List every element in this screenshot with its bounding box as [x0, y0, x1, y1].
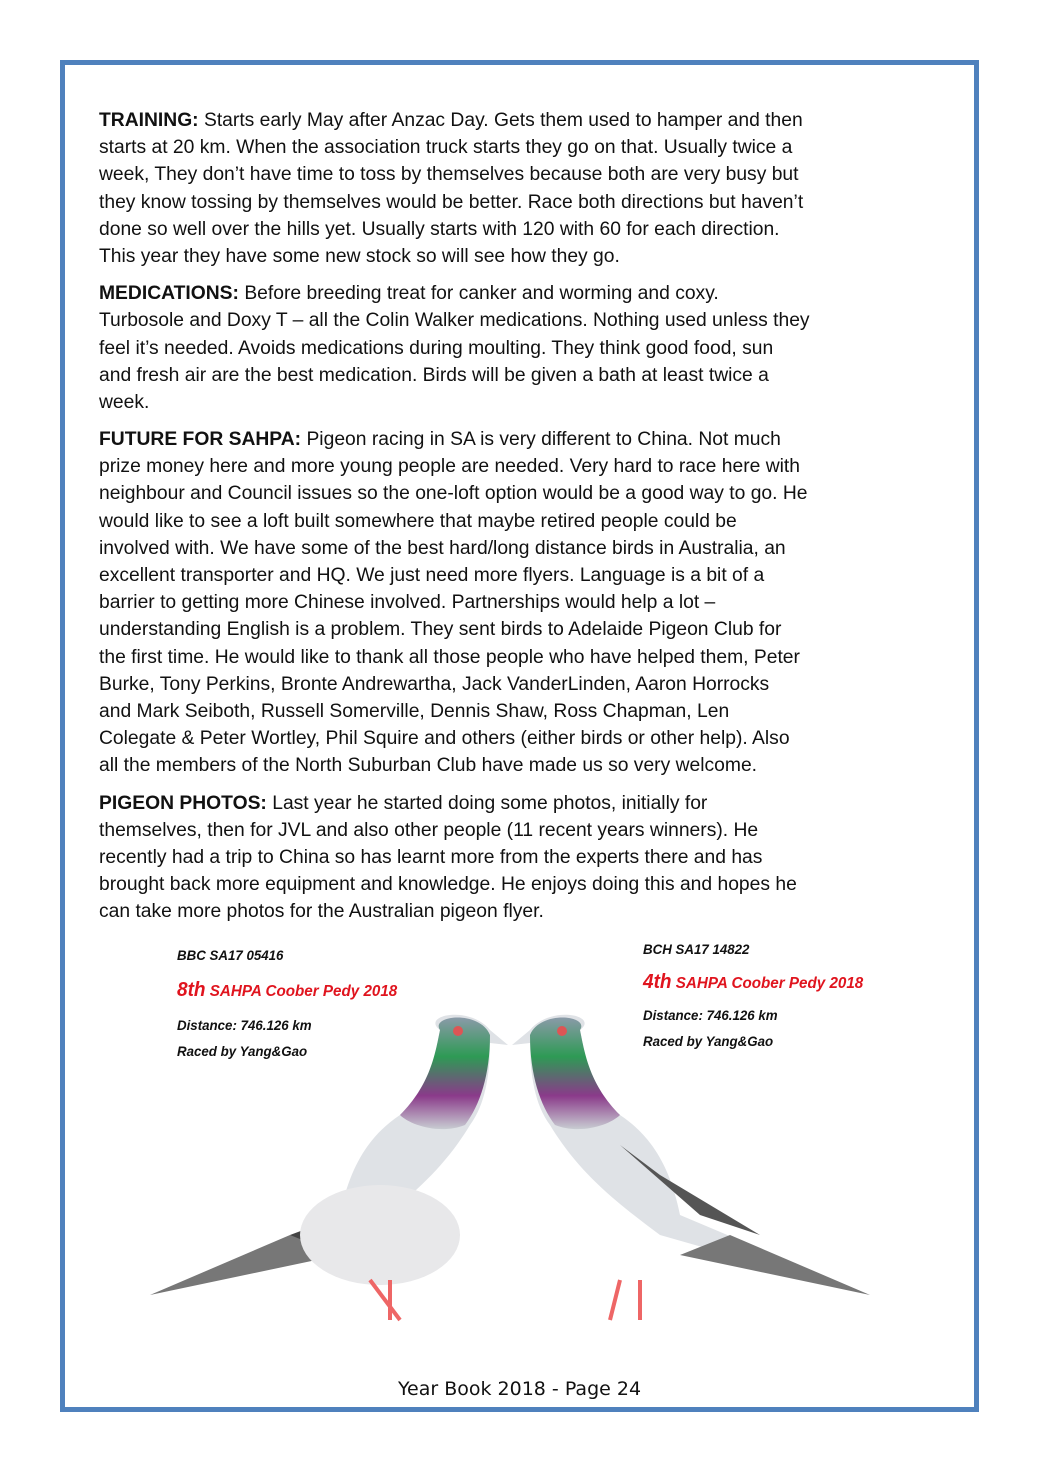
line-text: Burke, Tony Perkins, Bronte Andrewartha, Jack VanderLinden, Aaron Horrocks	[99, 673, 770, 695]
line-text: starts at 20 km. When the association truck starts they go on that. Usually twice a	[99, 137, 793, 159]
line-text: feel it’s needed. Avoids medications during moulting. They think good food, sun	[99, 337, 774, 359]
left-place: 8th	[177, 979, 206, 1001]
line-text: can take more photos for the Australian pigeon flyer.	[99, 901, 544, 923]
pigeon-photo	[140, 935, 900, 1375]
text-line	[99, 426, 959, 453]
section-label: FUTURE FOR SAHPA:	[99, 429, 302, 451]
text-line	[99, 453, 959, 480]
line-text: they know tossing by themselves would be better. Race both directions but haven’t	[99, 191, 804, 213]
left-distance: Distance: 746.126 km	[177, 1017, 312, 1033]
text-line	[99, 189, 959, 216]
section-label: MEDICATIONS:	[99, 283, 239, 305]
article-body	[99, 107, 959, 935]
left-raced-by: Raced by Yang&Gao	[177, 1043, 308, 1059]
text-line	[99, 508, 959, 535]
paragraph	[99, 107, 959, 270]
text-line	[99, 871, 959, 898]
text-line	[99, 535, 959, 562]
line-text: week.	[99, 391, 150, 413]
section-label: TRAINING:	[99, 110, 199, 131]
line-text: involved with. We have some of the best hard/long distance birds in Australia, an	[99, 537, 786, 559]
line-text: week, They don’t have time to toss by themselves because both are very busy but	[99, 164, 799, 186]
text-line	[99, 134, 959, 161]
text-line	[99, 844, 959, 871]
text-line	[99, 389, 959, 416]
line-text: prize money here and more young people are needed. Very hard to race here with	[99, 456, 800, 478]
right-place: 4th	[643, 971, 672, 993]
line-text: and Mark Seiboth, Russell Somerville, Dennis Shaw, Ross Chapman, Len	[99, 700, 730, 722]
line-text: understanding English is a problem. They sent birds to Adelaide Pigeon Club for	[99, 619, 782, 641]
text-line	[99, 644, 959, 671]
right-race: SAHPA Coober Pedy 2018	[675, 975, 864, 992]
text-line	[99, 161, 959, 188]
line-text: Last year he started doing some photos, initially for	[266, 792, 708, 814]
line-text: themselves, then for JVL and also other people (11 recent years winners). He	[99, 819, 759, 841]
line-text: brought back more equipment and knowledge. He enjoys doing this and hopes he	[99, 874, 797, 896]
text-line	[99, 589, 959, 616]
text-line	[99, 280, 959, 307]
text-line	[99, 698, 959, 725]
right-distance: Distance: 746.126 km	[643, 1007, 778, 1023]
paragraph	[99, 426, 959, 779]
text-line	[99, 725, 959, 752]
section-label: PIGEON PHOTOS:	[99, 792, 267, 814]
text-line	[99, 752, 959, 779]
line-text: barrier to getting more Chinese involved. Partnerships would help a lot –	[99, 592, 716, 614]
text-line	[99, 307, 959, 334]
line-text: Colegate & Peter Wortley, Phil Squire and others (either birds or other help). Also	[99, 728, 790, 750]
right-race-result	[643, 971, 863, 994]
line-text: Pigeon racing in SA is very different to China. Not much	[301, 429, 781, 451]
line-text: recently had a trip to China so has learnt more from the experts there and has	[99, 846, 763, 868]
left-race-result	[177, 979, 397, 1002]
right-raced-by: Raced by Yang&Gao	[643, 1033, 774, 1049]
page-footer: Year Book 2018 - Page 24	[397, 1378, 642, 1400]
left-race: SAHPA Coober Pedy 2018	[209, 983, 398, 1000]
line-text: neighbour and Council issues so the one-loft option would be a good way to go. He	[99, 483, 808, 505]
line-text: the first time. He would like to thank all those people who have helped them, Peter	[99, 646, 800, 668]
paragraph	[99, 790, 959, 926]
left-pigeon	[150, 1015, 508, 1320]
left-ring-number: BBC SA17 05416	[177, 947, 284, 963]
right-ring-number: BCH SA17 14822	[643, 941, 750, 957]
paragraph	[99, 280, 959, 416]
text-line	[99, 616, 959, 643]
line-text: Turbosole and Doxy T – all the Colin Walker medications. Nothing used unless they	[99, 310, 810, 332]
text-line	[99, 898, 959, 925]
text-line	[99, 671, 959, 698]
line-text: excellent transporter and HQ. We just need more flyers. Language is a bit of a	[99, 565, 765, 586]
text-line	[99, 362, 959, 389]
line-text: This year they have some new stock so will see how they go.	[99, 245, 620, 267]
line-text: and fresh air are the best medication. Birds will be given a bath at least twice a	[99, 364, 769, 386]
line-text: done so well over the hills yet. Usually starts with 120 with 60 for each direction.	[99, 218, 780, 240]
text-line	[99, 480, 959, 507]
line-text: Starts early May after Anzac Day. Gets them used to hamper and then	[198, 110, 803, 131]
line-text: Before breeding treat for canker and worming and coxy.	[238, 283, 719, 305]
line-text: all the members of the North Suburban Club have made us so very welcome.	[99, 755, 758, 777]
text-line	[99, 790, 959, 817]
right-pigeon	[512, 1015, 870, 1320]
text-line	[99, 243, 959, 270]
text-line	[99, 817, 959, 844]
text-line	[99, 335, 959, 362]
line-text: would like to see a loft built somewhere that maybe retired people could be	[99, 510, 737, 532]
text-line	[99, 562, 959, 589]
text-line	[99, 216, 959, 243]
text-line	[99, 107, 959, 134]
